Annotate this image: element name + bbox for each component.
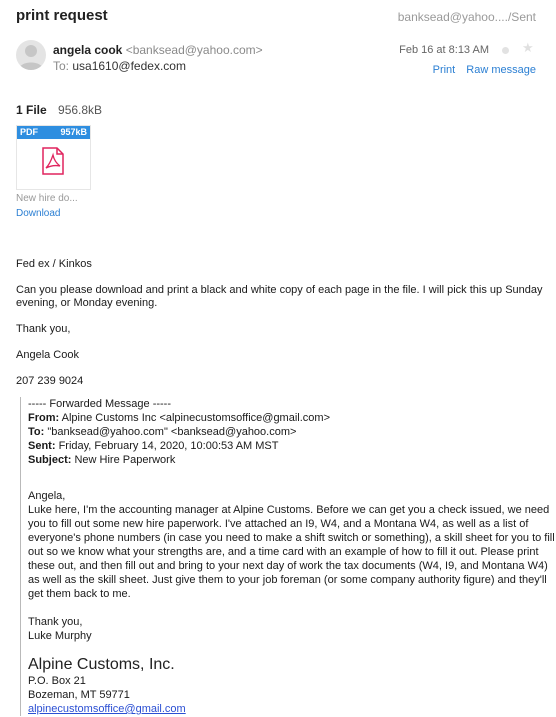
- signature-address-line: P.O. Box 21: [28, 675, 86, 687]
- body-line: Angela Cook: [16, 349, 79, 361]
- body-line: Thank you,: [16, 323, 71, 335]
- forwarded-closing-name: Luke Murphy: [28, 630, 92, 642]
- body-line: Fed ex / Kinkos: [16, 258, 92, 270]
- person-icon: [16, 40, 46, 70]
- message-body: [16, 258, 548, 388]
- from-label: From:: [28, 412, 60, 424]
- print-link[interactable]: Print: [432, 64, 456, 76]
- star-icon[interactable]: ★: [522, 40, 534, 55]
- attachment-badge: [17, 126, 90, 139]
- recipient-line: [53, 59, 186, 73]
- forwarded-to-row: [28, 425, 556, 439]
- file-type-label: PDF: [20, 127, 38, 137]
- avatar: [16, 40, 46, 70]
- forwarded-banner: ----- Forwarded Message -----: [28, 398, 172, 410]
- raw-message-link[interactable]: Raw message: [466, 64, 536, 76]
- file-total-size: 956.8kB: [58, 103, 103, 117]
- to-label: To:: [53, 59, 70, 73]
- body-line: 207 239 9024: [16, 375, 84, 387]
- sender-line: [53, 43, 263, 57]
- signature-address-line: Bozeman, MT 59771: [28, 689, 130, 701]
- forwarded-greeting: Angela,: [28, 490, 66, 502]
- signature-company: Alpine Customs, Inc.: [28, 656, 175, 673]
- forwarded-sent: Friday, February 14, 2020, 10:00:53 AM MST: [58, 440, 279, 452]
- attachments-summary: [16, 103, 102, 117]
- attachment-thumbnail[interactable]: [16, 125, 91, 190]
- message-date: Feb 16 at 8:13 AM: [399, 44, 489, 56]
- signature-email-link[interactable]: alpinecustomsoffice@gmail.com: [28, 703, 186, 715]
- file-size-label: 957kB: [60, 127, 87, 137]
- forwarded-sent-row: [28, 439, 556, 453]
- pdf-file-icon: [41, 147, 65, 175]
- download-link[interactable]: Download: [16, 208, 61, 219]
- forwarded-to: "banksead@yahoo.com" <banksead@yahoo.com>: [47, 426, 297, 438]
- read-status-dot[interactable]: [502, 47, 509, 54]
- forwarded-message: [20, 397, 556, 716]
- sent-label: Sent:: [28, 440, 56, 452]
- message-subject: print request: [16, 7, 108, 24]
- attachment-filename[interactable]: New hire do...: [16, 193, 78, 204]
- folder-path[interactable]: banksead@yahoo..../Sent: [397, 10, 536, 24]
- forwarded-subject: New Hire Paperwork: [74, 454, 176, 466]
- forwarded-closing: Thank you,: [28, 616, 83, 628]
- forwarded-subject-row: [28, 453, 556, 467]
- subject-label: Subject:: [28, 454, 72, 466]
- sender-email: <banksead@yahoo.com>: [125, 43, 263, 57]
- recipient-address[interactable]: usa1610@fedex.com: [72, 59, 186, 73]
- message-actions: [425, 64, 536, 76]
- body-line: Can you please download and print a black and white copy of each page in the file. I will pick this up Sunday evening, or Monday evening.: [16, 284, 543, 309]
- to-label: To:: [28, 426, 45, 438]
- sender-name[interactable]: angela cook: [53, 43, 123, 57]
- file-count: 1 File: [16, 103, 47, 117]
- forwarded-from-row: [28, 411, 556, 425]
- forwarded-from: Alpine Customs Inc <alpinecustomsoffice@gmail.com>: [61, 412, 330, 424]
- forwarded-paragraph: Luke here, I'm the accounting manager at Alpine Customs. Before we can get you a check issued, we need you to fill out some new hire paperwork. I've attached an I9, W4, and a Montana W4, as well as a list of everyone's phone numbers (in case you need to make a shift switch or something), a skill sheet for you to fill out so we know what your strengths are, and a time card with an example of how to fill it out. Please print these out, and then fill out and bring to your next day of work the tax documents (W4, I9, and Montana W4) as well as the skill sheet. Just give them to your job foreman (or some company authority figure) and they'll get them back to me.: [28, 504, 555, 600]
